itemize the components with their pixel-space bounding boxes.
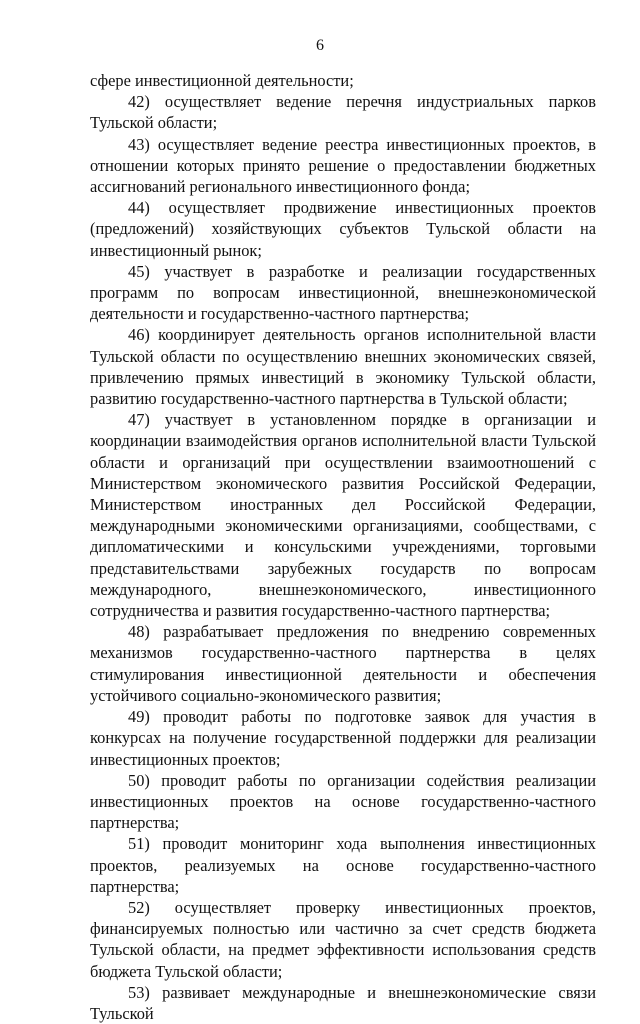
paragraph-item-44: 44) осуществляет продвижение инвестиционных проектов (предложений) хозяйствующих субъектов Тульской области на инвестиционный рынок; <box>90 198 596 260</box>
paragraph-item-49: 49) проводит работы по подготовке заявок для участия в конкурсах на получение государственной поддержки для реализации инвестиционных проектов; <box>90 707 596 769</box>
paragraph-continuation: сфере инвестиционной деятельности; <box>90 71 354 90</box>
paragraph-item-53: 53) развивает международные и внешнеэкономические связи Тульской <box>90 982 596 1023</box>
paragraph-item-51: 51) проводит мониторинг хода выполнения инвестиционных проектов, реализуемых на основе государственно-частного партнерства; <box>90 834 596 896</box>
paragraph-item-42: 42) осуществляет ведение перечня индустриальных парков Тульской области; <box>90 92 596 133</box>
paragraph-item-43: 43) осуществляет ведение реестра инвестиционных проектов, в отношении которых принято решение о предоставлении бюджетных ассигнований регионального инвестиционного фонда; <box>90 134 596 197</box>
paragraph-item-47: 47) участвует в установленном порядке в организации и координации взаимодействия органов исполнительной власти Тульской области и организаций при осуществлении взаимоотношений с Министерством экономического развития Российской Федерации, Министерством иностранных дел Российской Федерации, международными экономическими организациями, сообществами, с дипломатическими и консульскими учреждениями, торговыми представительствами зарубежных государств по вопросам международного, внешнеэкономического, инвестиционного сотрудничества и развития государственно-частного партнерства; <box>90 410 596 621</box>
page-number: 6 <box>316 37 324 54</box>
paragraph-item-46: 46) координирует деятельность органов исполнительной власти Тульской области по осуществлению внешних экономических связей, привлечению прямых инвестиций в экономику Тульской области, развитию государственно-частного партнерства в Тульской области; <box>90 325 596 409</box>
paragraph-item-48: 48) разрабатывает предложения по внедрению современных механизмов государственно-частного партнерства в целях стимулирования инвестиционной деятельности и обеспечения устойчивого социально-экономического развития; <box>90 622 596 705</box>
document-body <box>90 70 596 1024</box>
paragraph-item-52: 52) осуществляет проверку инвестиционных проектов, финансируемых полностью или частично за счет средств бюджета Тульской области, на предмет эффективности использования средств бюджета Тульской области; <box>90 897 596 981</box>
paragraph-item-45: 45) участвует в разработке и реализации государственных программ по вопросам инвестиционной, внешнеэкономической деятельности и государственно-частного партнерства; <box>90 261 596 324</box>
paragraph-item-50: 50) проводит работы по организации содействия реализации инвестиционных проектов на основе государственно-частного партнерства; <box>90 770 596 833</box>
